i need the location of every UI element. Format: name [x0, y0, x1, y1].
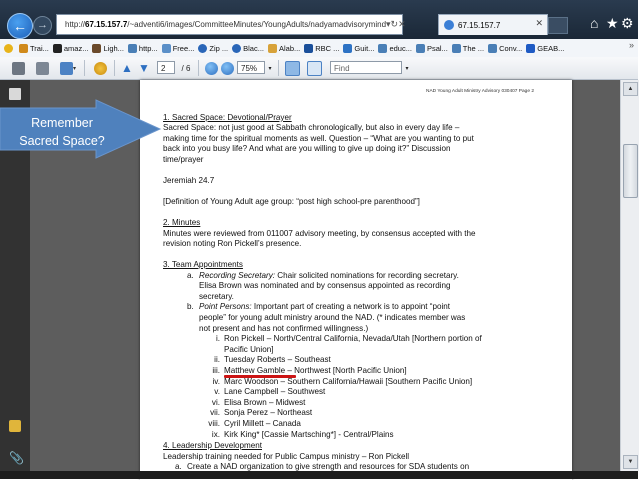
list-item: Create a NAD organization to give strength and resources for SDA students on — [187, 462, 470, 472]
favorite-icon — [304, 44, 313, 53]
favorite-icon — [526, 44, 535, 53]
address-text[interactable] — [65, 20, 386, 29]
favorite-icon — [162, 44, 171, 53]
tools-button[interactable] — [91, 61, 109, 75]
tab-label: 67.15.157.7 — [458, 20, 501, 30]
comments-icon[interactable] — [9, 420, 21, 432]
section-heading: 3. Team Appointments — [163, 260, 243, 269]
favorite-icon — [92, 44, 101, 53]
favorite-item[interactable]: Ligh... — [92, 44, 123, 53]
zoom-dropdown[interactable] — [266, 61, 274, 75]
vertical-scrollbar[interactable] — [620, 80, 639, 471]
list-marker: ix. — [211, 429, 220, 439]
favorite-icon — [416, 44, 425, 53]
chevron-down-icon: ▾ — [72, 65, 76, 72]
list-item-text: Important part of creating a network is to appoint “point — [251, 302, 451, 312]
favorite-item[interactable]: Psal... — [416, 44, 448, 53]
list-item — [199, 271, 519, 282]
fit-page-button[interactable] — [306, 61, 322, 75]
list-marker: vii. — [210, 408, 220, 418]
home-icon[interactable]: ⌂ — [590, 15, 599, 31]
list-item: Marc Woodson – Southern California/Hawaii [Southern Pacific Union] — [224, 376, 473, 386]
new-tab-button[interactable] — [548, 17, 568, 34]
next-page-button[interactable] — [137, 61, 151, 75]
list-item: Ron Pickell – North/Central California, Nevada/Utah [Northern portion of — [224, 334, 482, 344]
attachment-icon[interactable]: 📎 — [9, 451, 24, 465]
favorite-icon — [378, 44, 387, 53]
scroll-thumb[interactable] — [623, 144, 638, 198]
favorite-item[interactable]: educ... — [378, 44, 412, 53]
share-button[interactable] — [58, 61, 78, 75]
chevron-down-icon: ▾ — [405, 65, 409, 72]
page-header: NAD Young Adult Ministry Advisory 030407 Page 2 — [426, 89, 534, 94]
paragraph-line: not present and has not confirmed willingness.) — [199, 323, 369, 333]
status-strip — [0, 471, 638, 479]
print-button[interactable] — [10, 61, 26, 75]
favorite-icon — [268, 44, 277, 53]
paragraph-line: Leadership training needed for Public Campus ministry – Ron Pickell — [163, 451, 410, 461]
favorite-icon — [198, 44, 207, 53]
favorite-item[interactable]: http... — [128, 44, 158, 53]
zoom-out-button[interactable] — [204, 61, 218, 75]
list-item: Cyril Millett – Canada — [224, 419, 301, 428]
fit-page-icon — [307, 61, 322, 76]
paragraph-line: back into you busy life? And what are you willing to give up doing it?” Discussion — [163, 144, 451, 154]
section-heading: 2. Minutes — [163, 218, 201, 227]
definition-note: [Definition of Young Adult age group: “post high school-pre parenthood”] — [163, 197, 420, 206]
section-heading: 4. Leadership Development — [163, 441, 262, 450]
zoom-input[interactable]: 75% — [237, 61, 265, 74]
list-item: Pacific Union] — [224, 344, 274, 354]
find-input[interactable]: Find — [330, 61, 402, 74]
favorite-icon — [488, 44, 497, 53]
zoom-out-icon — [205, 62, 218, 75]
paragraph-line: making time for the spiritual moments as well. Question – “What are you wanting to put — [163, 133, 474, 143]
list-item: Tuesday Roberts – Southeast — [224, 355, 331, 365]
close-icon[interactable]: ✕ — [398, 19, 406, 29]
zoom-in-icon — [221, 62, 234, 75]
paragraph-line: people” for young adult ministry around the NAD. (* indicates member was — [199, 313, 466, 322]
arrow-down-icon: ▼ — [138, 61, 150, 75]
verse-reference: Jeremiah 24.7 — [163, 176, 215, 185]
chevron-right-icon[interactable]: » — [628, 40, 634, 50]
save-button[interactable] — [34, 61, 50, 75]
address-path: /~adventi6/images/CommitteeMinutes/YoungAdults/nadyamadvisorymind — [127, 20, 387, 29]
favorites-bar — [0, 39, 638, 58]
star-icon — [4, 44, 13, 53]
forward-button[interactable] — [33, 16, 52, 35]
arrow-down-icon: ▼ — [627, 459, 634, 465]
fit-width-icon — [285, 61, 300, 76]
printer-icon — [12, 62, 25, 75]
gear-icon[interactable]: ⚙ — [621, 15, 634, 31]
list-item: Kirk King* [Cassie Martsching*] - Central/Plains — [224, 429, 394, 439]
tab-favicon-icon — [444, 20, 454, 30]
favorites-star-icon[interactable]: ★ — [606, 15, 619, 31]
favorite-icon — [19, 44, 28, 53]
favorite-item[interactable]: RBC ... — [304, 44, 339, 53]
pages-panel-icon[interactable] — [9, 88, 21, 100]
dropdown-arrow-icon[interactable]: ▾ — [386, 19, 391, 29]
favorite-item[interactable]: GEAB... — [526, 44, 564, 53]
address-host: 67.15.157.7 — [85, 20, 128, 29]
toolbar-divider — [198, 60, 199, 76]
arrow-right-icon: → — [37, 19, 48, 31]
arrow-up-icon: ▲ — [121, 61, 133, 75]
list-item: Sonja Perez – Northeast — [224, 408, 313, 418]
address-bar[interactable] — [56, 14, 406, 35]
toolbar-divider — [278, 60, 279, 76]
paragraph-line: Elisa Brown was nominated and by consensus appointed as recording — [199, 281, 451, 291]
favorite-item[interactable]: amaz... — [53, 44, 89, 53]
favorite-item[interactable]: Alab... — [268, 44, 300, 53]
arrow-left-icon: ← — [13, 18, 27, 34]
page-number-input[interactable]: 2 — [157, 61, 175, 74]
list-item-label: Recording Secretary: — [199, 270, 276, 280]
favorite-icon — [53, 44, 62, 53]
list-marker: vi. — [211, 397, 220, 407]
paragraph-line: Minutes were reviewed from 011007 advisory meeting, by consensus accepted with the — [163, 228, 476, 238]
favorites-star-button[interactable] — [4, 44, 15, 53]
favorite-item[interactable]: Guit... — [343, 44, 374, 53]
tools-icon — [94, 62, 107, 75]
list-item: Lane Campbell – Southwest — [224, 387, 326, 397]
list-marker: iv. — [212, 376, 220, 386]
list-marker: a. — [187, 270, 194, 280]
fit-width-button[interactable] — [284, 61, 300, 75]
callout-line: Sacred Space? — [19, 134, 105, 148]
scroll-down-button[interactable] — [623, 455, 638, 469]
previous-page-button[interactable] — [120, 61, 134, 75]
favorite-item[interactable]: Trai... — [19, 44, 49, 53]
paragraph-line: Sacred Space: not just good at Sabbath chronologically, but also in every day life – — [163, 123, 460, 132]
favorite-icon — [128, 44, 137, 53]
refresh-icon[interactable]: ↻ — [390, 19, 399, 29]
address-prefix: http:// — [65, 20, 86, 29]
list-item — [199, 302, 519, 313]
arrow-up-icon: ▲ — [627, 86, 634, 92]
scroll-up-button[interactable] — [623, 82, 638, 96]
toolbar-divider — [84, 60, 85, 76]
pdf-page — [140, 80, 572, 480]
toolbar-divider — [114, 60, 115, 76]
favorite-icon — [232, 44, 241, 53]
pdf-toolbar — [0, 57, 638, 80]
tab-close-icon[interactable]: ✕ — [535, 18, 543, 28]
paragraph-line: revision noting Ron Pickell’s presence. — [163, 239, 302, 249]
callout-text — [6, 114, 118, 150]
list-item-label: Point Persons: — [199, 302, 252, 312]
favorite-item[interactable]: The ... — [452, 44, 484, 53]
list-marker: v. — [214, 387, 220, 397]
list-marker: i. — [215, 334, 220, 344]
favorite-item[interactable]: Zip ... — [198, 44, 228, 53]
list-item-text: Chair solicited nominations for recording secretary. — [275, 270, 459, 280]
list-item: Matthew Gamble – Northwest [North Pacific Union] — [224, 366, 407, 375]
favorite-icon — [343, 44, 352, 53]
callout-line: Remember — [31, 116, 93, 130]
favorite-item[interactable]: Conv... — [488, 44, 522, 53]
tab-active[interactable] — [438, 14, 548, 35]
list-marker: viii. — [208, 419, 220, 428]
list-item: Elisa Brown – Midwest — [224, 397, 306, 407]
share-icon — [60, 62, 73, 75]
favorite-item[interactable]: Free... — [162, 44, 195, 53]
list-marker: b. — [187, 302, 194, 312]
section-heading: 1. Sacred Space: Devotional/Prayer — [163, 113, 292, 122]
paragraph-line: time/prayer — [163, 154, 204, 164]
list-marker: iii. — [212, 366, 220, 375]
browser-title-bar — [0, 0, 638, 39]
save-icon — [36, 62, 49, 75]
list-marker: a. — [175, 462, 182, 472]
favorite-item[interactable]: Blac... — [232, 44, 264, 53]
favorite-icon — [452, 44, 461, 53]
list-marker: ii. — [214, 355, 220, 365]
paragraph-line: secretary. — [199, 291, 234, 301]
page-total: / 6 — [181, 63, 191, 73]
find-dropdown[interactable] — [403, 61, 411, 75]
zoom-in-button[interactable] — [220, 61, 234, 75]
back-button[interactable] — [7, 13, 33, 39]
chevron-down-icon: ▾ — [268, 65, 272, 72]
